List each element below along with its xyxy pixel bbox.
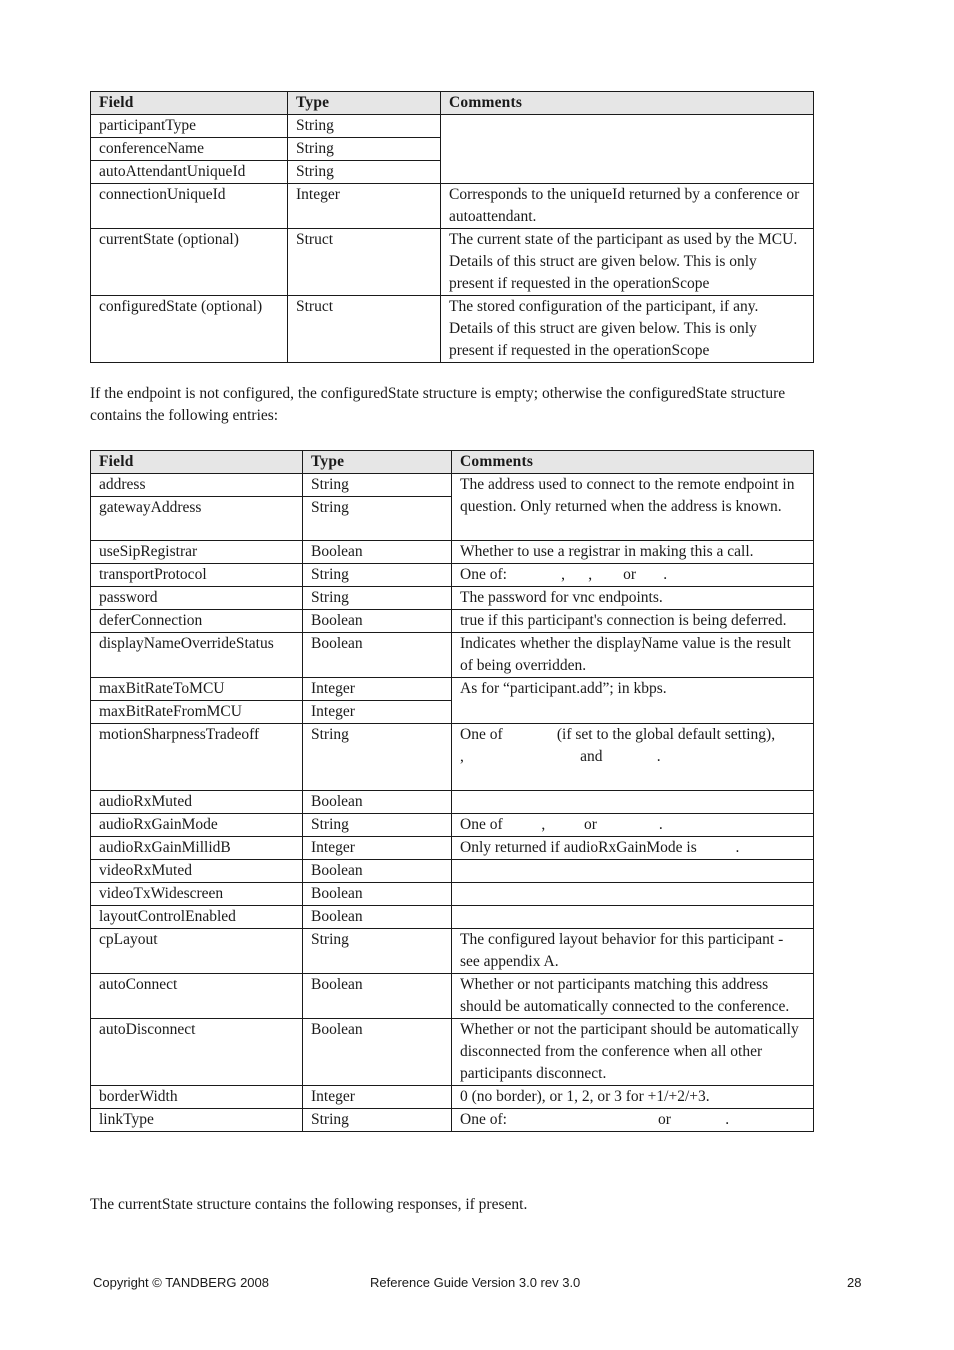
table-row	[91, 814, 814, 837]
table-row	[91, 229, 814, 296]
comment-cell: Indicates whether the displayName value is the result of being overridden.	[452, 633, 814, 678]
field-cell: conferenceName	[91, 138, 288, 161]
table-row	[91, 724, 814, 791]
table-row	[91, 541, 814, 564]
field-cell: participantType	[91, 115, 288, 138]
type-cell: Integer	[288, 184, 441, 229]
footer-page-number: 28	[847, 1275, 862, 1290]
field-cell: connectionUniqueId	[91, 184, 288, 229]
footer-copyright: Copyright © TANDBERG 2008	[93, 1275, 270, 1290]
column-header-type: Type	[303, 451, 452, 474]
configured-state-intro: If the endpoint is not configured, the configuredState structure is empty; otherwise the configuredState structure contains the following entries:	[90, 385, 786, 424]
comment-cell: The stored configuration of the participant, if any. Details of this struct are given below. This is only present if requested in the operationScope	[441, 296, 814, 363]
footer-guide-version: Reference Guide Version 3.0 rev 3.0	[370, 1275, 581, 1290]
column-header-field: Field	[91, 451, 303, 474]
current-state-intro: The currentState structure contains the following responses, if present.	[90, 1196, 528, 1213]
field-cell: maxBitRateToMCU	[91, 678, 303, 701]
type-cell: Struct	[288, 296, 441, 363]
field-cell: audioRxMuted	[91, 791, 303, 814]
field-cell: linkType	[91, 1109, 303, 1132]
field-cell: borderWidth	[91, 1086, 303, 1109]
table-row	[91, 906, 814, 929]
table-row	[91, 564, 814, 587]
comment-cell: The configured layout behavior for this participant - see appendix A.	[452, 929, 814, 974]
field-cell: autoDisconnect	[91, 1019, 303, 1086]
type-cell: Struct	[288, 229, 441, 296]
table-row	[91, 837, 814, 860]
field-cell: gatewayAddress	[91, 497, 303, 541]
configured-state-table	[90, 450, 865, 1132]
table-row	[91, 1109, 814, 1132]
type-cell: String	[303, 564, 452, 587]
field-cell: currentState (optional)	[91, 229, 288, 296]
table-row	[91, 633, 814, 678]
field-cell: autoAttendantUniqueId	[91, 161, 288, 184]
table-row	[91, 610, 814, 633]
field-cell: password	[91, 587, 303, 610]
field-cell: audioRxGainMillidB	[91, 837, 303, 860]
field-cell: cpLayout	[91, 929, 303, 974]
field-cell: motionSharpnessTradeoff	[91, 724, 303, 791]
field-cell: audioRxGainMode	[91, 814, 303, 837]
column-header-comments: Comments	[441, 92, 814, 115]
field-cell: transportProtocol	[91, 564, 303, 587]
comment-cell: One of , or .	[452, 814, 814, 837]
field-cell: maxBitRateFromMCU	[91, 701, 303, 724]
type-cell: String	[288, 115, 441, 138]
comment-cell: One of: or .	[452, 1109, 814, 1132]
type-cell: Boolean	[303, 541, 452, 564]
comment-cell: Whether to use a registrar in making this a call.	[452, 541, 814, 564]
type-cell: Integer	[303, 1086, 452, 1109]
table-row	[91, 184, 814, 229]
type-cell: String	[303, 814, 452, 837]
comment-cell	[452, 791, 814, 814]
type-cell: Integer	[303, 701, 452, 724]
table-row	[91, 474, 814, 497]
field-cell: configuredState (optional)	[91, 296, 288, 363]
comment-cell: The password for vnc endpoints.	[452, 587, 814, 610]
table-row	[91, 1086, 814, 1109]
participant-fields-table	[90, 91, 814, 363]
type-cell: String	[303, 929, 452, 974]
field-cell: useSipRegistrar	[91, 541, 303, 564]
table-row	[91, 587, 814, 610]
table-row	[91, 974, 814, 1019]
type-cell: String	[303, 497, 452, 541]
type-cell: Boolean	[303, 906, 452, 929]
table-header-row	[91, 451, 814, 474]
comment-cell: One of: , , or .	[452, 564, 814, 587]
table-row	[91, 791, 814, 814]
type-cell: Boolean	[303, 1019, 452, 1086]
column-header-field: Field	[91, 92, 288, 115]
comment-cell: Only returned if audioRxGainMode is .	[452, 837, 814, 860]
comment-cell	[452, 906, 814, 929]
type-cell: Boolean	[303, 860, 452, 883]
table-row	[91, 678, 814, 701]
comment-cell: 0 (no border), or 1, 2, or 3 for +1/+2/+3.	[452, 1086, 814, 1109]
comment-cell: Corresponds to the uniqueId returned by a conference or autoattendant.	[441, 184, 814, 229]
table-row	[91, 296, 814, 363]
comment-cell	[441, 115, 814, 184]
comment-cell: One of (if set to the global default setting), , and .	[452, 724, 814, 791]
column-header-type: Type	[288, 92, 441, 115]
type-cell: String	[303, 474, 452, 497]
table-row	[91, 860, 814, 883]
comment-cell: Whether or not the participant should be automatically disconnected from the conference when all other participants disconnect.	[452, 1019, 814, 1086]
comment-cell: The address used to connect to the remote endpoint in question. Only returned when the address is known.	[452, 474, 814, 541]
comment-cell: As for “participant.add”; in kbps.	[452, 678, 814, 724]
type-cell: Boolean	[303, 974, 452, 1019]
field-cell: address	[91, 474, 303, 497]
comment-cell: The current state of the participant as used by the MCU. Details of this struct are given below. This is only present if requested in the operationScope	[441, 229, 814, 296]
comment-cell: true if this participant's connection is being deferred.	[452, 610, 814, 633]
type-cell: String	[303, 587, 452, 610]
field-cell: videoRxMuted	[91, 860, 303, 883]
type-cell: Integer	[303, 837, 452, 860]
comment-cell	[452, 860, 814, 883]
comment-cell	[452, 883, 814, 906]
field-cell: autoConnect	[91, 974, 303, 1019]
field-cell: layoutControlEnabled	[91, 906, 303, 929]
type-cell: Boolean	[303, 610, 452, 633]
table-row	[91, 929, 814, 974]
type-cell: String	[288, 161, 441, 184]
type-cell: Integer	[303, 678, 452, 701]
type-cell: Boolean	[303, 883, 452, 906]
table-header-row	[91, 92, 814, 115]
column-header-comments: Comments	[452, 451, 814, 474]
table-row	[91, 115, 814, 138]
type-cell: String	[303, 1109, 452, 1132]
type-cell: String	[303, 724, 452, 791]
type-cell: Boolean	[303, 633, 452, 678]
field-cell: displayNameOverrideStatus	[91, 633, 303, 678]
table-row	[91, 1019, 814, 1086]
type-cell: String	[288, 138, 441, 161]
field-cell: deferConnection	[91, 610, 303, 633]
field-cell: videoTxWidescreen	[91, 883, 303, 906]
comment-cell: Whether or not participants matching this address should be automatically connected to the conference.	[452, 974, 814, 1019]
table-row	[91, 883, 814, 906]
type-cell: Boolean	[303, 791, 452, 814]
